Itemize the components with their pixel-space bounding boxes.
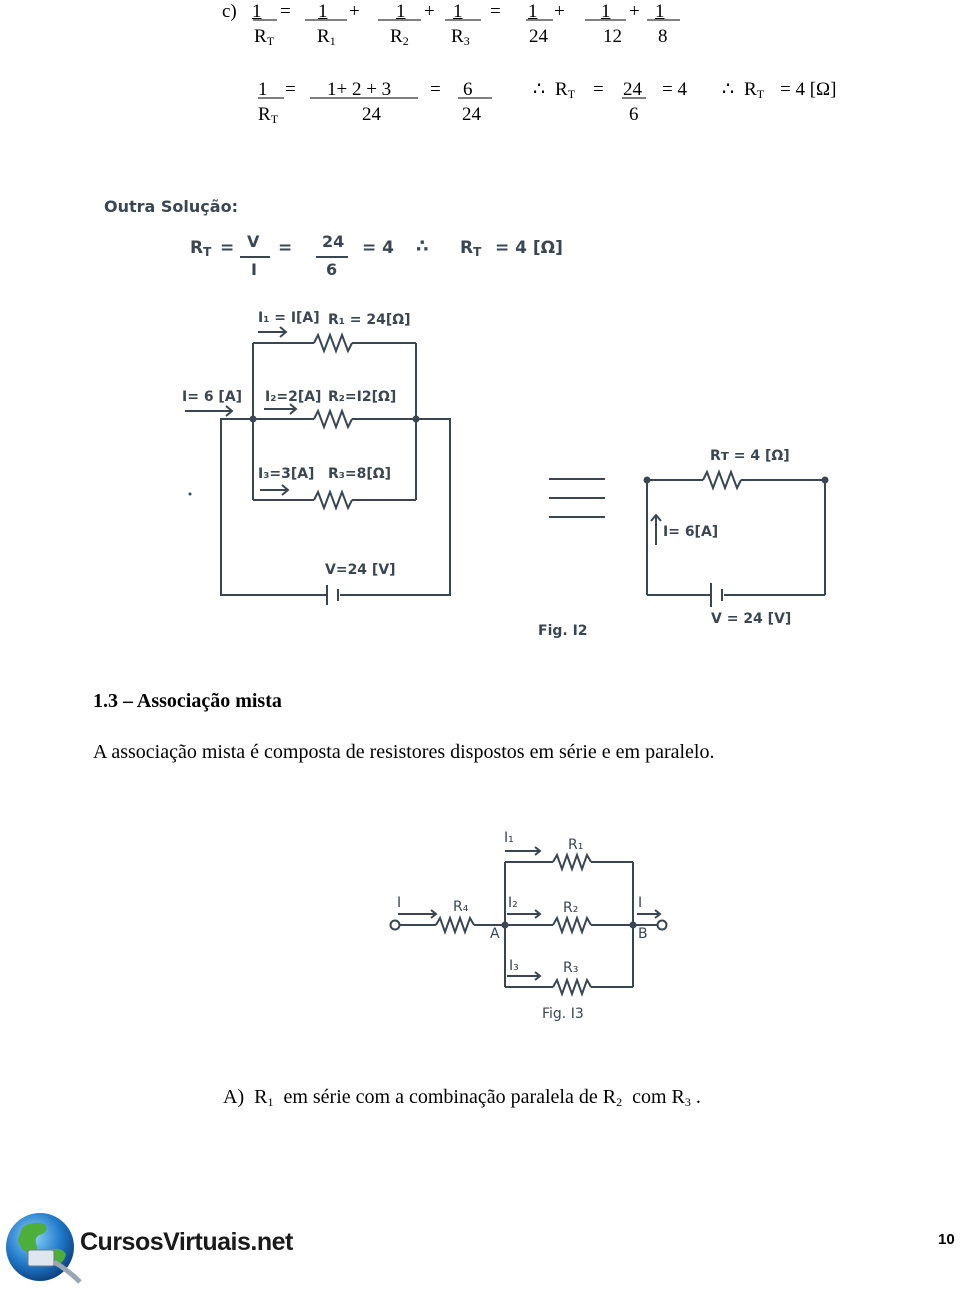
eq1-den-r2: $R_2$ — [390, 26, 409, 48]
eq1-equals: = — [280, 1, 291, 22]
eq2-result-4: = 4 — [662, 79, 687, 100]
eq2-num-sum: 1+ 2 + 3 — [327, 79, 392, 100]
fig12-v: V=24 [V] — [325, 562, 396, 578]
eq1-plus-4: + — [629, 1, 640, 22]
eq1-num-6: 1 — [601, 1, 611, 22]
fig12-rt: Rᴛ = 4 [Ω] — [710, 448, 790, 464]
eq1-den-24: 24 — [529, 26, 548, 47]
fig13-i3: I₃ — [509, 958, 519, 974]
eq1-plus-2: + — [424, 1, 435, 22]
eq2-therefore: ∴ — [533, 79, 546, 100]
fig12-veq: V = 24 [V] — [711, 611, 792, 627]
item-label-c: c) — [222, 1, 237, 22]
eq1-num-7: 1 — [655, 1, 665, 22]
fig12-itotal: I= 6 [A] — [182, 389, 243, 405]
fig12-r3: R₃=8[Ω] — [328, 466, 392, 482]
fig13-i-out: I — [638, 895, 643, 911]
eq2-final: = 4 [Ω] — [780, 79, 837, 100]
fig13-r4: R₄ — [453, 899, 469, 915]
outra-rt: $R_T$ — [190, 238, 212, 259]
eq1-equals-2: = — [490, 1, 501, 22]
outra-therefore: ∴ — [416, 236, 429, 257]
eq1-num-5: 1 — [528, 1, 538, 22]
fig12-r1: R₁ = 24[Ω] — [328, 312, 411, 328]
fig13-i2: I₂ — [508, 895, 518, 911]
fig12-i3: I₃=3[A] — [258, 466, 315, 482]
eq2-rt: $R_T$ — [555, 79, 576, 101]
fig13-i-in: I — [397, 895, 402, 911]
eq2-num-1: 1 — [258, 79, 268, 100]
outra-result: = 4 [Ω] — [495, 238, 563, 258]
fig13-node-b: B — [638, 926, 648, 942]
eq2-equals-2: = — [430, 79, 441, 100]
fig12-i2: I₂=2[A] — [265, 389, 322, 405]
page-number: 10 — [938, 1231, 955, 1248]
fig12-i1: I₁ = I[A] — [258, 310, 320, 326]
fig13-caption: Fig. I3 — [542, 1006, 584, 1022]
section-title: 1.3 – Associação mista — [93, 690, 282, 712]
fig13-i1: I₁ — [504, 830, 514, 846]
eq1-plus-3: + — [554, 1, 565, 22]
eq2-den-6: 6 — [629, 104, 639, 125]
outra-rt-2: $R_T$ — [460, 238, 482, 259]
eq2-equals: = — [285, 79, 296, 100]
eq1-plus-1: + — [349, 1, 360, 22]
item-a: A) $R_1$ em série com a combinação paralela de $R_2$ com $R_3$ . — [223, 1086, 701, 1109]
brand-name: CursosVirtuais.net — [80, 1228, 293, 1256]
fig13-r1: R₁ — [568, 837, 584, 853]
eq1-num-4: 1 — [453, 1, 463, 22]
fig12-caption: Fig. I2 — [538, 623, 588, 639]
eq2-rt-2: $R_T$ — [744, 79, 765, 101]
outra-eq-2: = — [278, 238, 293, 258]
section-paragraph: A associação mista é composta de resistores dispostos em série e em paralelo. — [93, 741, 715, 763]
eq2-num-24: 24 — [623, 79, 642, 100]
outra-6: 6 — [326, 260, 338, 279]
fig13-r3: R₃ — [563, 960, 579, 976]
eq2-den-24: 24 — [362, 104, 381, 125]
eq1-den-12: 12 — [603, 26, 622, 47]
eq1-den-r1: $R_1$ — [317, 26, 336, 48]
outra-v: V — [247, 232, 260, 251]
eq1-den-r3: $R_3$ — [451, 26, 470, 48]
outra-title: Outra Solução: — [104, 197, 238, 216]
fig12-r2: R₂=I2[Ω] — [328, 389, 397, 405]
eq2-den-rt: $R_T$ — [258, 104, 279, 126]
eq1-den-rt: $R_T$ — [254, 26, 275, 48]
eq1-num-1: 1 — [252, 1, 262, 22]
eq1-num-3: 1 — [396, 1, 406, 22]
eq1-num-2: 1 — [318, 1, 328, 22]
eq2-therefore-2: ∴ — [722, 79, 735, 100]
outra-24: 24 — [322, 232, 345, 251]
fig13-node-a: A — [490, 926, 500, 942]
eq1-den-8: 8 — [658, 26, 668, 47]
fig12-icur: I= 6[A] — [663, 524, 719, 540]
eq2-equals-3: = — [593, 79, 604, 100]
outra-eq: = — [220, 238, 235, 258]
outra-i: I — [251, 260, 257, 279]
fig13-r2: R₂ — [563, 900, 579, 916]
outra-eq4: = 4 — [362, 238, 394, 258]
eq2-den-24-b: 24 — [462, 104, 481, 125]
eq2-num-6: 6 — [463, 79, 473, 100]
